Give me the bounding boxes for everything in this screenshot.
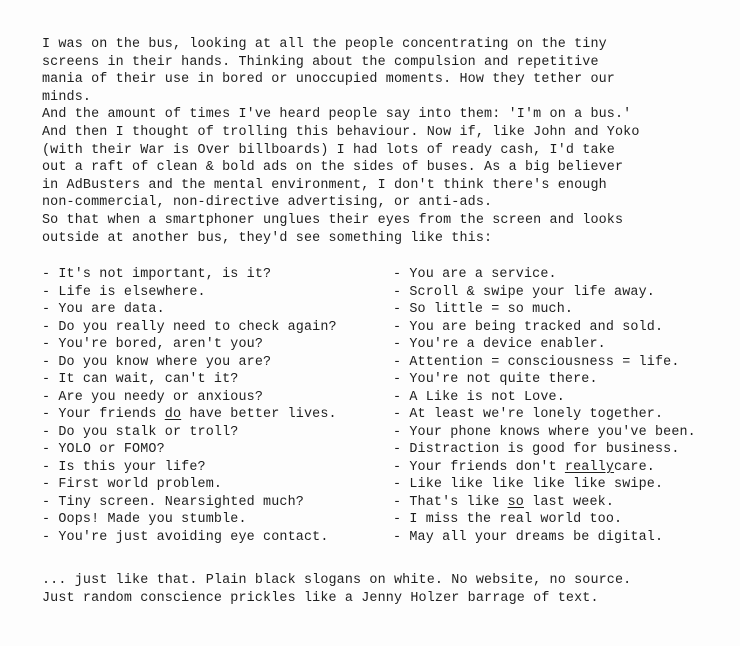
slogan-item bbox=[42, 354, 337, 372]
slogan-text: - It's not important, is it? bbox=[42, 267, 272, 282]
slogan-text: - Attention = consciousness = life. bbox=[393, 354, 680, 370]
slogan-text: - Your friends bbox=[42, 407, 165, 422]
slogan-text: - It can wait, can't it? bbox=[42, 372, 239, 387]
slogan-text: - Like like like like like swipe. bbox=[393, 477, 664, 492]
slogan-text: - Your friends don't bbox=[393, 459, 565, 475]
slogan-text-tail: last week. bbox=[523, 494, 615, 510]
slogan-item bbox=[393, 424, 696, 442]
slogan-item bbox=[42, 336, 337, 354]
slogan-item bbox=[42, 371, 337, 389]
slogan-item bbox=[42, 511, 337, 529]
slogan-text: - You're a device enabler. bbox=[393, 337, 606, 352]
slogan-item bbox=[42, 319, 337, 337]
slogan-text: - Distraction is good for business. bbox=[393, 442, 680, 457]
slogan-list-left bbox=[42, 266, 337, 546]
slogan-text: - Scroll & swipe your life away. bbox=[393, 284, 655, 300]
slogan-item bbox=[393, 371, 696, 389]
slogan-item bbox=[42, 494, 337, 512]
slogan-item bbox=[393, 494, 696, 512]
slogan-text: - You're bored, aren't you? bbox=[42, 337, 264, 352]
slogan-text: - You are data. bbox=[42, 302, 165, 317]
slogan-item bbox=[42, 459, 337, 477]
outro-line: Just random conscience prickles like a Jenny Holzer barrage of text. bbox=[42, 591, 599, 606]
slogan-text: - Life is elsewhere. bbox=[42, 284, 206, 300]
slogan-underlined-word: do bbox=[164, 407, 182, 422]
slogan-item bbox=[42, 424, 337, 442]
slogan-text: - Are you needy or anxious? bbox=[42, 389, 264, 405]
slogan-text: - YOLO or FOMO? bbox=[42, 442, 165, 457]
slogan-text: - May all your dreams be digital. bbox=[393, 529, 664, 545]
slogan-text: - Oops! Made you stumble. bbox=[42, 512, 247, 527]
slogan-text: - Tiny screen. Nearsighted much? bbox=[42, 494, 304, 510]
slogan-item bbox=[42, 284, 337, 302]
slogan-item bbox=[42, 266, 337, 284]
slogan-text: - Do you stalk or troll? bbox=[42, 424, 239, 440]
slogan-text: - Do you know where you are? bbox=[42, 354, 272, 370]
intro-line: outside at another bus, they'd see something like this: bbox=[42, 230, 493, 246]
slogan-text: - Your phone knows where you've been. bbox=[393, 424, 696, 440]
slogan-text: - So little = so much. bbox=[393, 302, 574, 317]
intro-line: in AdBusters and the mental environment, I don't think there's enough bbox=[42, 177, 607, 193]
slogan-text: - Do you really need to check again? bbox=[42, 319, 337, 335]
slogan-text: - I miss the real world too. bbox=[393, 512, 623, 527]
slogan-text: - That's like bbox=[393, 494, 508, 510]
slogan-text: - A Like is not Love. bbox=[393, 389, 565, 405]
slogan-item bbox=[393, 441, 696, 459]
slogan-item bbox=[393, 319, 696, 337]
slogan-item bbox=[393, 266, 696, 284]
intro-line: And the amount of times I've heard people say into them: 'I'm on a bus.' bbox=[42, 107, 632, 123]
intro-line: non-commercial, non-directive advertising, or anti-ads. bbox=[42, 195, 493, 211]
slogan-text: - First world problem. bbox=[42, 477, 223, 492]
intro-line: (with their War is Over billboards) I had lots of ready cash, I'd take bbox=[42, 142, 615, 158]
slogan-underlined-word: really bbox=[564, 459, 615, 475]
slogan-item bbox=[393, 406, 696, 424]
outro-line: ... just like that. Plain black slogans on white. No website, no source. bbox=[42, 573, 632, 588]
slogan-item bbox=[393, 529, 696, 547]
slogan-text-tail: have better lives. bbox=[181, 407, 337, 422]
slogan-item bbox=[393, 301, 696, 319]
slogan-item bbox=[42, 389, 337, 407]
slogan-item bbox=[393, 459, 696, 477]
intro-line: screens in their hands. Thinking about the compulsion and repetitive bbox=[42, 54, 599, 70]
slogan-item bbox=[393, 284, 696, 302]
slogan-text: - You're not quite there. bbox=[393, 372, 598, 387]
intro-line: So that when a smartphoner unglues their eyes from the screen and looks bbox=[42, 212, 624, 228]
slogan-text: - You're just avoiding eye contact. bbox=[42, 529, 329, 545]
intro-line: out a raft of clean & bold ads on the sides of buses. As a big believer bbox=[42, 160, 624, 176]
slogan-item bbox=[42, 441, 337, 459]
slogan-item bbox=[393, 336, 696, 354]
slogan-item bbox=[42, 476, 337, 494]
slogan-item bbox=[42, 529, 337, 547]
intro-line: I was on the bus, looking at all the people concentrating on the tiny bbox=[42, 37, 607, 52]
slogan-text-tail: care. bbox=[614, 459, 655, 475]
slogan-text: - At least we're lonely together. bbox=[393, 407, 664, 422]
slogan-underlined-word: so bbox=[507, 494, 524, 510]
slogan-text: - Is this your life? bbox=[42, 459, 206, 475]
intro-line: mania of their use in bored or unoccupied moments. How they tether our bbox=[42, 72, 615, 88]
intro-line: minds. bbox=[42, 89, 92, 105]
slogan-item bbox=[393, 389, 696, 407]
slogan-text: - You are a service. bbox=[393, 267, 557, 282]
intro-paragraph bbox=[42, 36, 732, 247]
slogan-text: - You are being tracked and sold. bbox=[393, 319, 664, 335]
outro-paragraph bbox=[42, 572, 631, 608]
intro-line: And then I thought of trolling this behaviour. Now if, like John and Yoko bbox=[42, 124, 640, 140]
slogan-item bbox=[393, 476, 696, 494]
slogan-list-right bbox=[393, 266, 696, 546]
slogan-item bbox=[42, 406, 337, 424]
slogan-item bbox=[393, 511, 696, 529]
slogan-item bbox=[42, 301, 337, 319]
slogan-item bbox=[393, 354, 696, 372]
